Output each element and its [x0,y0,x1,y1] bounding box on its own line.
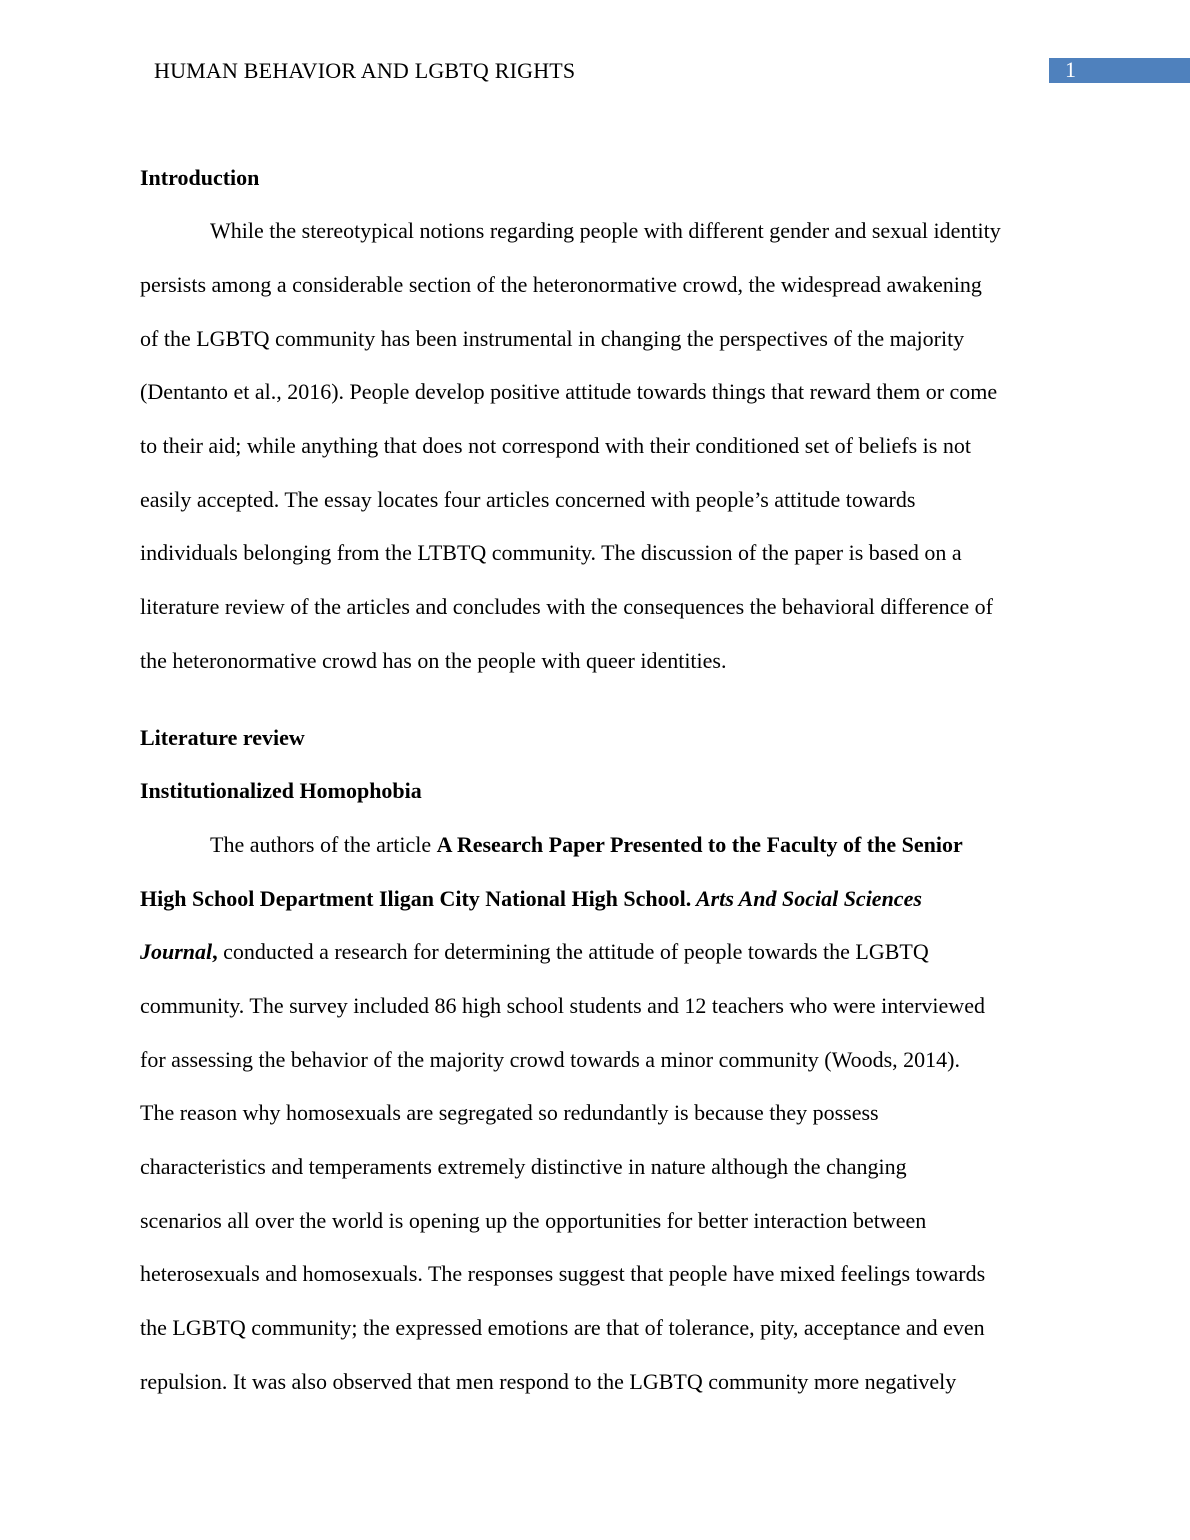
article-intro-text: The authors of the article [210,832,437,857]
paragraph-line: the LGBTQ community; the expressed emotions are that of tolerance, pity, acceptance and even [140,1315,985,1340]
paragraph-line: repulsion. It was also observed that men respond to the LGBTQ community more negatively [140,1369,957,1394]
paragraph-line: persists among a considerable section of the heteronormative crowd, the widespread awakening [140,272,982,297]
paragraph-line: literature review of the articles and concludes with the consequences the behavioral difference of [140,594,993,619]
paragraph-line [210,830,963,860]
literature-review-heading: Literature review [140,725,305,750]
introduction-heading: Introduction [140,165,260,190]
paragraph-line: The reason why homosexuals are segregated so redundantly is because they possess [140,1100,879,1125]
paragraph-line: to their aid; while anything that does not correspond with their conditioned set of beliefs is not [140,433,971,458]
paragraph-line: easily accepted. The essay locates four articles concerned with people’s attitude towards [140,487,916,512]
paragraph-line: (Dentanto et al., 2016). People develop positive attitude towards things that reward them or come [140,379,998,404]
paragraph-line: the heteronormative crowd has on the people with queer identities. [140,648,727,673]
journal-name: Arts And Social Sciences [691,886,922,911]
page-number: 1 [1065,57,1076,82]
paragraph-line [140,884,922,914]
paragraph-line: characteristics and temperaments extremely distinctive in nature although the changing [140,1154,907,1179]
paragraph-line: of the LGBTQ community has been instrumental in changing the perspectives of the majority [140,326,965,351]
article-title: A Research Paper Presented to the Faculty of the Senior [436,832,963,857]
paragraph-line: scenarios all over the world is opening up the opportunities for better interaction between [140,1208,927,1233]
paragraph-line: community. The survey included 86 high school students and 12 teachers who were interviewed [140,993,985,1018]
paragraph-line: While the stereotypical notions regarding people with different gender and sexual identity [210,218,1001,243]
journal-name-continued: Journal [140,939,213,964]
paragraph-line: for assessing the behavior of the majority crowd towards a minor community (Woods, 2014). [140,1047,961,1072]
paragraph-line: individuals belonging from the LTBTQ community. The discussion of the paper is based on a [140,540,962,565]
paragraph-line [140,937,929,967]
journal-comma: , [212,939,218,964]
article-title-continued: High School Department Iligan City National High School. [140,886,692,911]
paragraph-line: heterosexuals and homosexuals. The responses suggest that people have mixed feelings towards [140,1261,986,1286]
page-number-badge [1049,58,1190,83]
institutionalized-homophobia-subheading: Institutionalized Homophobia [140,778,422,803]
running-head: HUMAN BEHAVIOR AND LGBTQ RIGHTS [154,58,576,83]
paragraph-text: conducted a research for determining the attitude of people towards the LGBTQ [217,939,929,964]
